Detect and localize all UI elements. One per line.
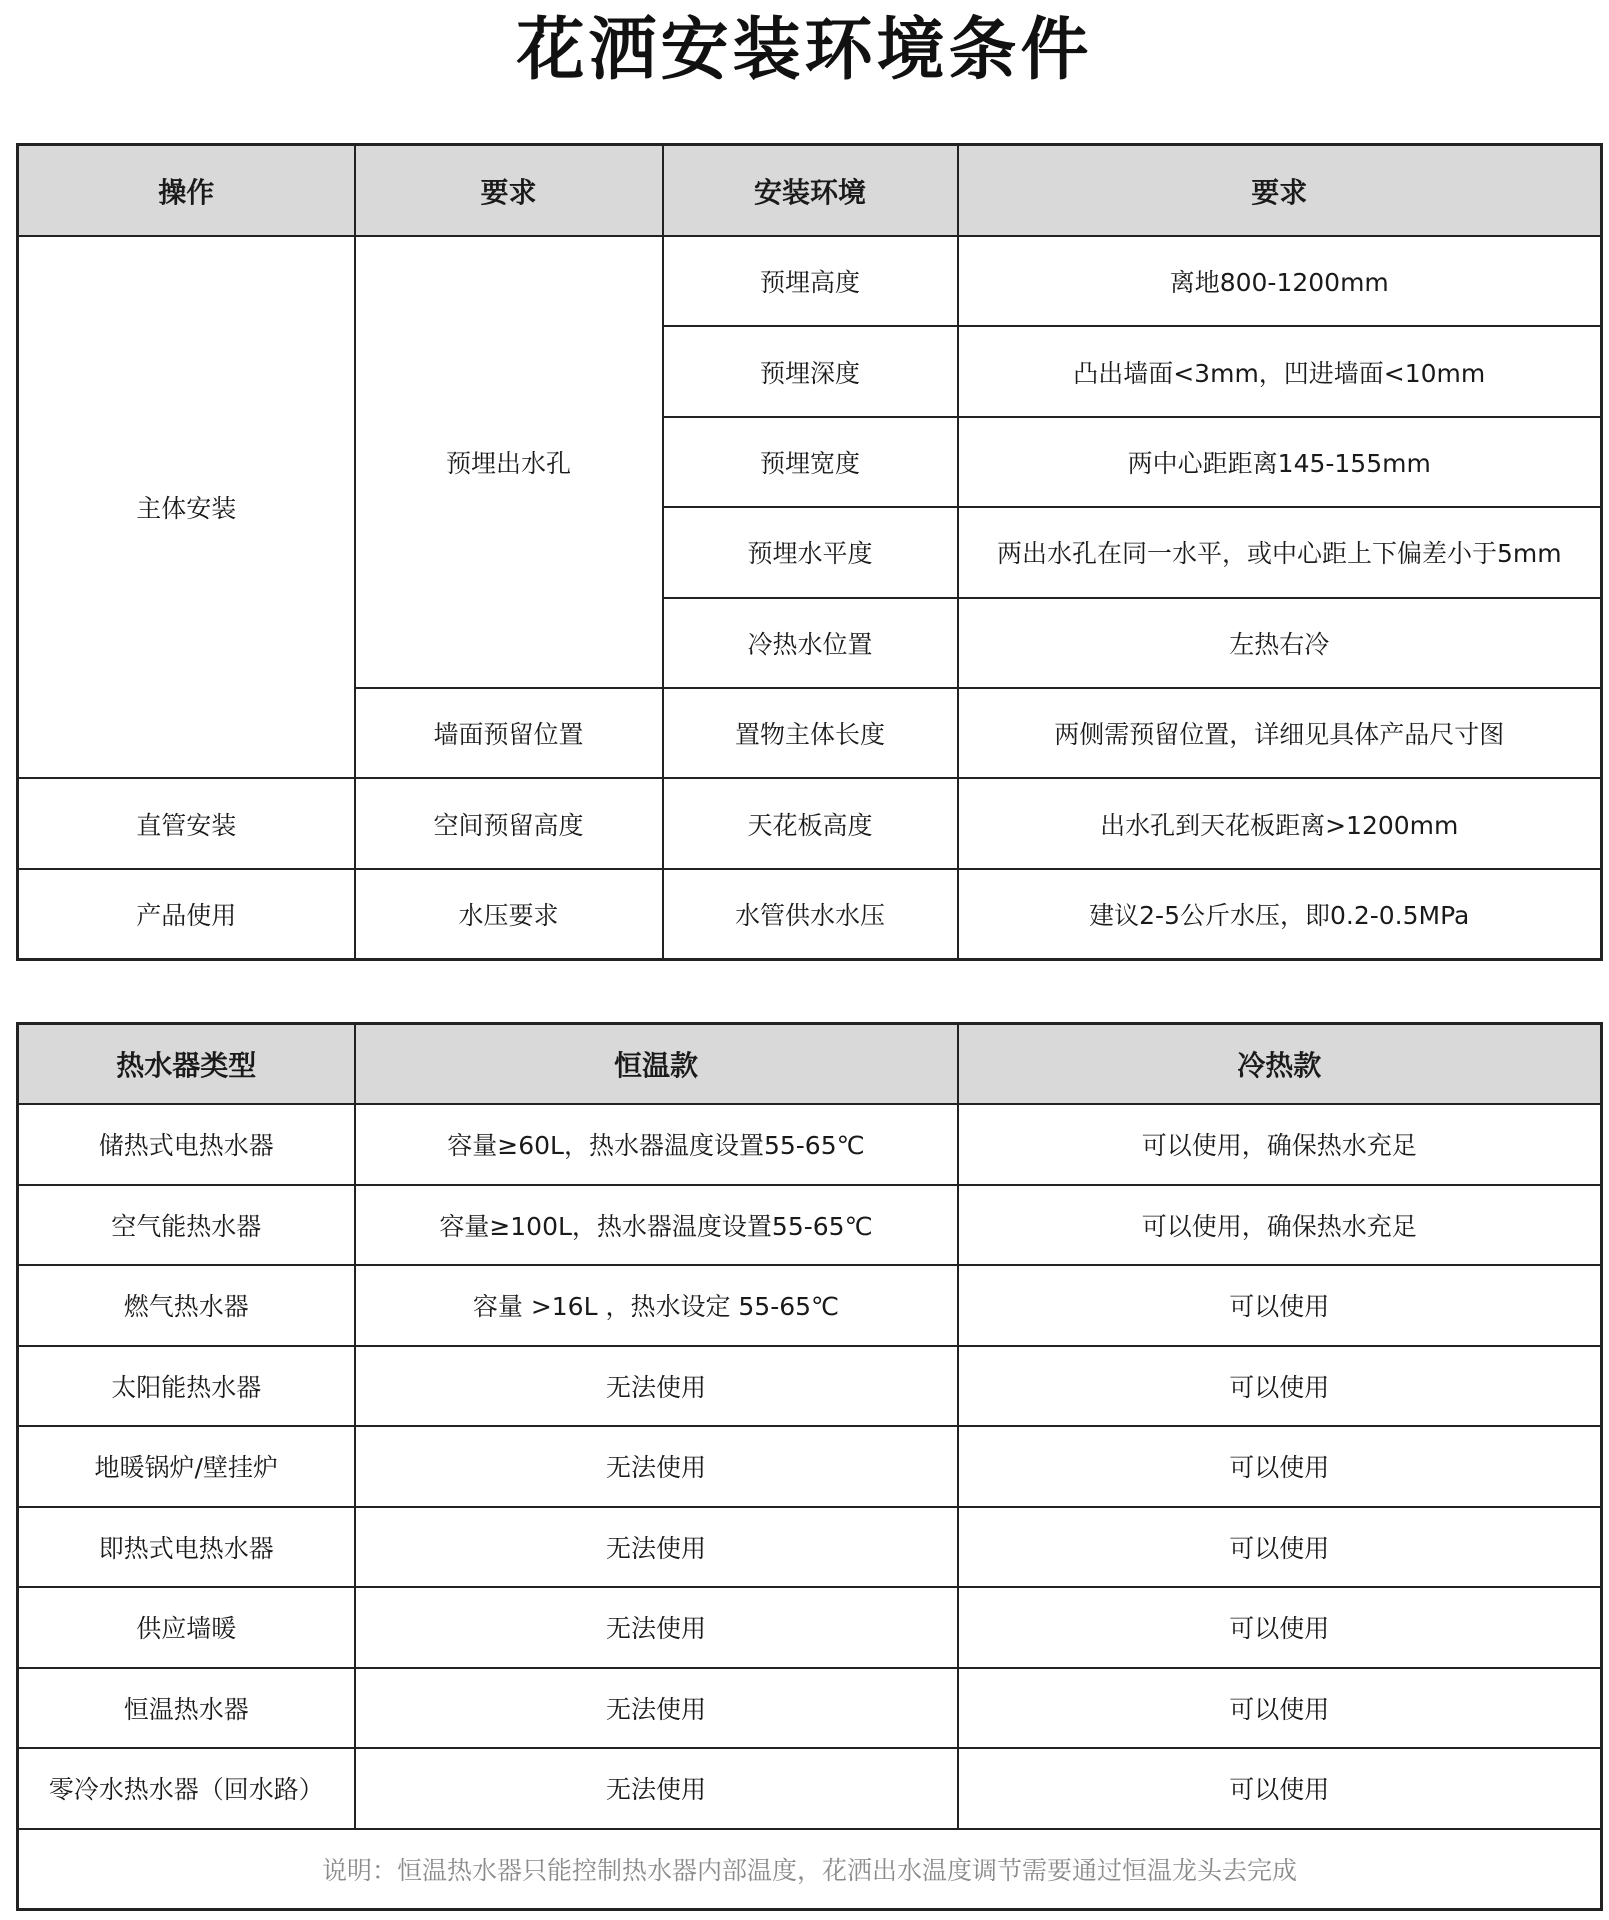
heater-type-cell: 储热式电热水器 (18, 1104, 355, 1185)
spec-cell: 出水孔到天花板距离>1200mm (958, 778, 1602, 868)
header-cell: 恒温款 (355, 1024, 958, 1105)
thermostatic-cell: 无法使用 (355, 1587, 958, 1668)
heater-type-cell: 即热式电热水器 (18, 1507, 355, 1588)
environment-cell: 冷热水位置 (663, 598, 958, 688)
environment-cell: 预埋高度 (663, 236, 958, 326)
heater-type-cell: 供应墙暖 (18, 1587, 355, 1668)
operation-cell: 产品使用 (18, 869, 355, 959)
header-cell: 要求 (958, 145, 1602, 237)
water-heater-compatibility-table (16, 1022, 1603, 1911)
note-row (18, 1829, 1602, 1910)
header-cell: 操作 (18, 145, 355, 237)
table-row (18, 1426, 1602, 1507)
environment-cell: 预埋水平度 (663, 507, 958, 597)
table-row (18, 1185, 1602, 1266)
environment-cell: 预埋深度 (663, 326, 958, 416)
spec-cell: 凸出墙面<3mm，凹进墙面<10mm (958, 326, 1602, 416)
thermostatic-cell: 容量≥60L，热水器温度设置55-65℃ (355, 1104, 958, 1185)
table-row (18, 1104, 1602, 1185)
thermostatic-cell: 无法使用 (355, 1346, 958, 1427)
install-conditions-table (16, 143, 1603, 961)
environment-cell: 水管供水水压 (663, 869, 958, 959)
thermostatic-cell: 无法使用 (355, 1668, 958, 1749)
table-row (18, 1507, 1602, 1588)
header-cell: 热水器类型 (18, 1024, 355, 1105)
heater-type-cell: 恒温热水器 (18, 1668, 355, 1749)
requirement-cell: 水压要求 (355, 869, 663, 959)
header-cell: 冷热款 (958, 1024, 1602, 1105)
table-row (18, 1346, 1602, 1427)
mixed-cell: 可以使用 (958, 1265, 1602, 1346)
heater-type-cell: 地暖锅炉/壁挂炉 (18, 1426, 355, 1507)
operation-cell: 主体安装 (18, 236, 355, 778)
mixed-cell: 可以使用 (958, 1668, 1602, 1749)
heater-type-cell: 零冷水热水器（回水路） (18, 1748, 355, 1829)
thermostatic-cell: 容量≥100L，热水器温度设置55-65℃ (355, 1185, 958, 1266)
environment-cell: 预埋宽度 (663, 417, 958, 507)
table-row (18, 1748, 1602, 1829)
page-title: 花洒安装环境条件 (516, 11, 1093, 90)
spec-cell: 离地800-1200mm (958, 236, 1602, 326)
spec-cell: 两中心距距离145-155mm (958, 417, 1602, 507)
requirement-cell: 预埋出水孔 (355, 236, 663, 688)
table-row (18, 1265, 1602, 1346)
table-header-row (18, 1024, 1602, 1105)
mixed-cell: 可以使用 (958, 1587, 1602, 1668)
heater-type-cell: 燃气热水器 (18, 1265, 355, 1346)
header-cell: 安装环境 (663, 145, 958, 237)
table-row (18, 869, 1602, 959)
table-note: 说明：恒温热水器只能控制热水器内部温度，花洒出水温度调节需要通过恒温龙头去完成 (18, 1829, 1602, 1910)
requirement-cell: 墙面预留位置 (355, 688, 663, 778)
thermostatic-cell: 无法使用 (355, 1748, 958, 1829)
table-row (18, 236, 1602, 326)
mixed-cell: 可以使用，确保热水充足 (958, 1185, 1602, 1266)
table-row (18, 1587, 1602, 1668)
mixed-cell: 可以使用 (958, 1426, 1602, 1507)
mixed-cell: 可以使用，确保热水充足 (958, 1104, 1602, 1185)
mixed-cell: 可以使用 (958, 1346, 1602, 1427)
environment-cell: 置物主体长度 (663, 688, 958, 778)
header-cell: 要求 (355, 145, 663, 237)
thermostatic-cell: 容量 >16L ，热水设定 55-65℃ (355, 1265, 958, 1346)
table-header-row (18, 145, 1602, 237)
heater-type-cell: 太阳能热水器 (18, 1346, 355, 1427)
table-row (18, 1668, 1602, 1749)
table-row (18, 778, 1602, 868)
thermostatic-cell: 无法使用 (355, 1507, 958, 1588)
spec-cell: 建议2-5公斤水压，即0.2-0.5MPa (958, 869, 1602, 959)
mixed-cell: 可以使用 (958, 1507, 1602, 1588)
spec-cell: 两侧需预留位置，详细见具体产品尺寸图 (958, 688, 1602, 778)
heater-type-cell: 空气能热水器 (18, 1185, 355, 1266)
mixed-cell: 可以使用 (958, 1748, 1602, 1829)
spec-cell: 左热右冷 (958, 598, 1602, 688)
operation-cell: 直管安装 (18, 778, 355, 868)
thermostatic-cell: 无法使用 (355, 1426, 958, 1507)
spec-cell: 两出水孔在同一水平，或中心距上下偏差小于5mm (958, 507, 1602, 597)
environment-cell: 天花板高度 (663, 778, 958, 868)
requirement-cell: 空间预留高度 (355, 778, 663, 868)
